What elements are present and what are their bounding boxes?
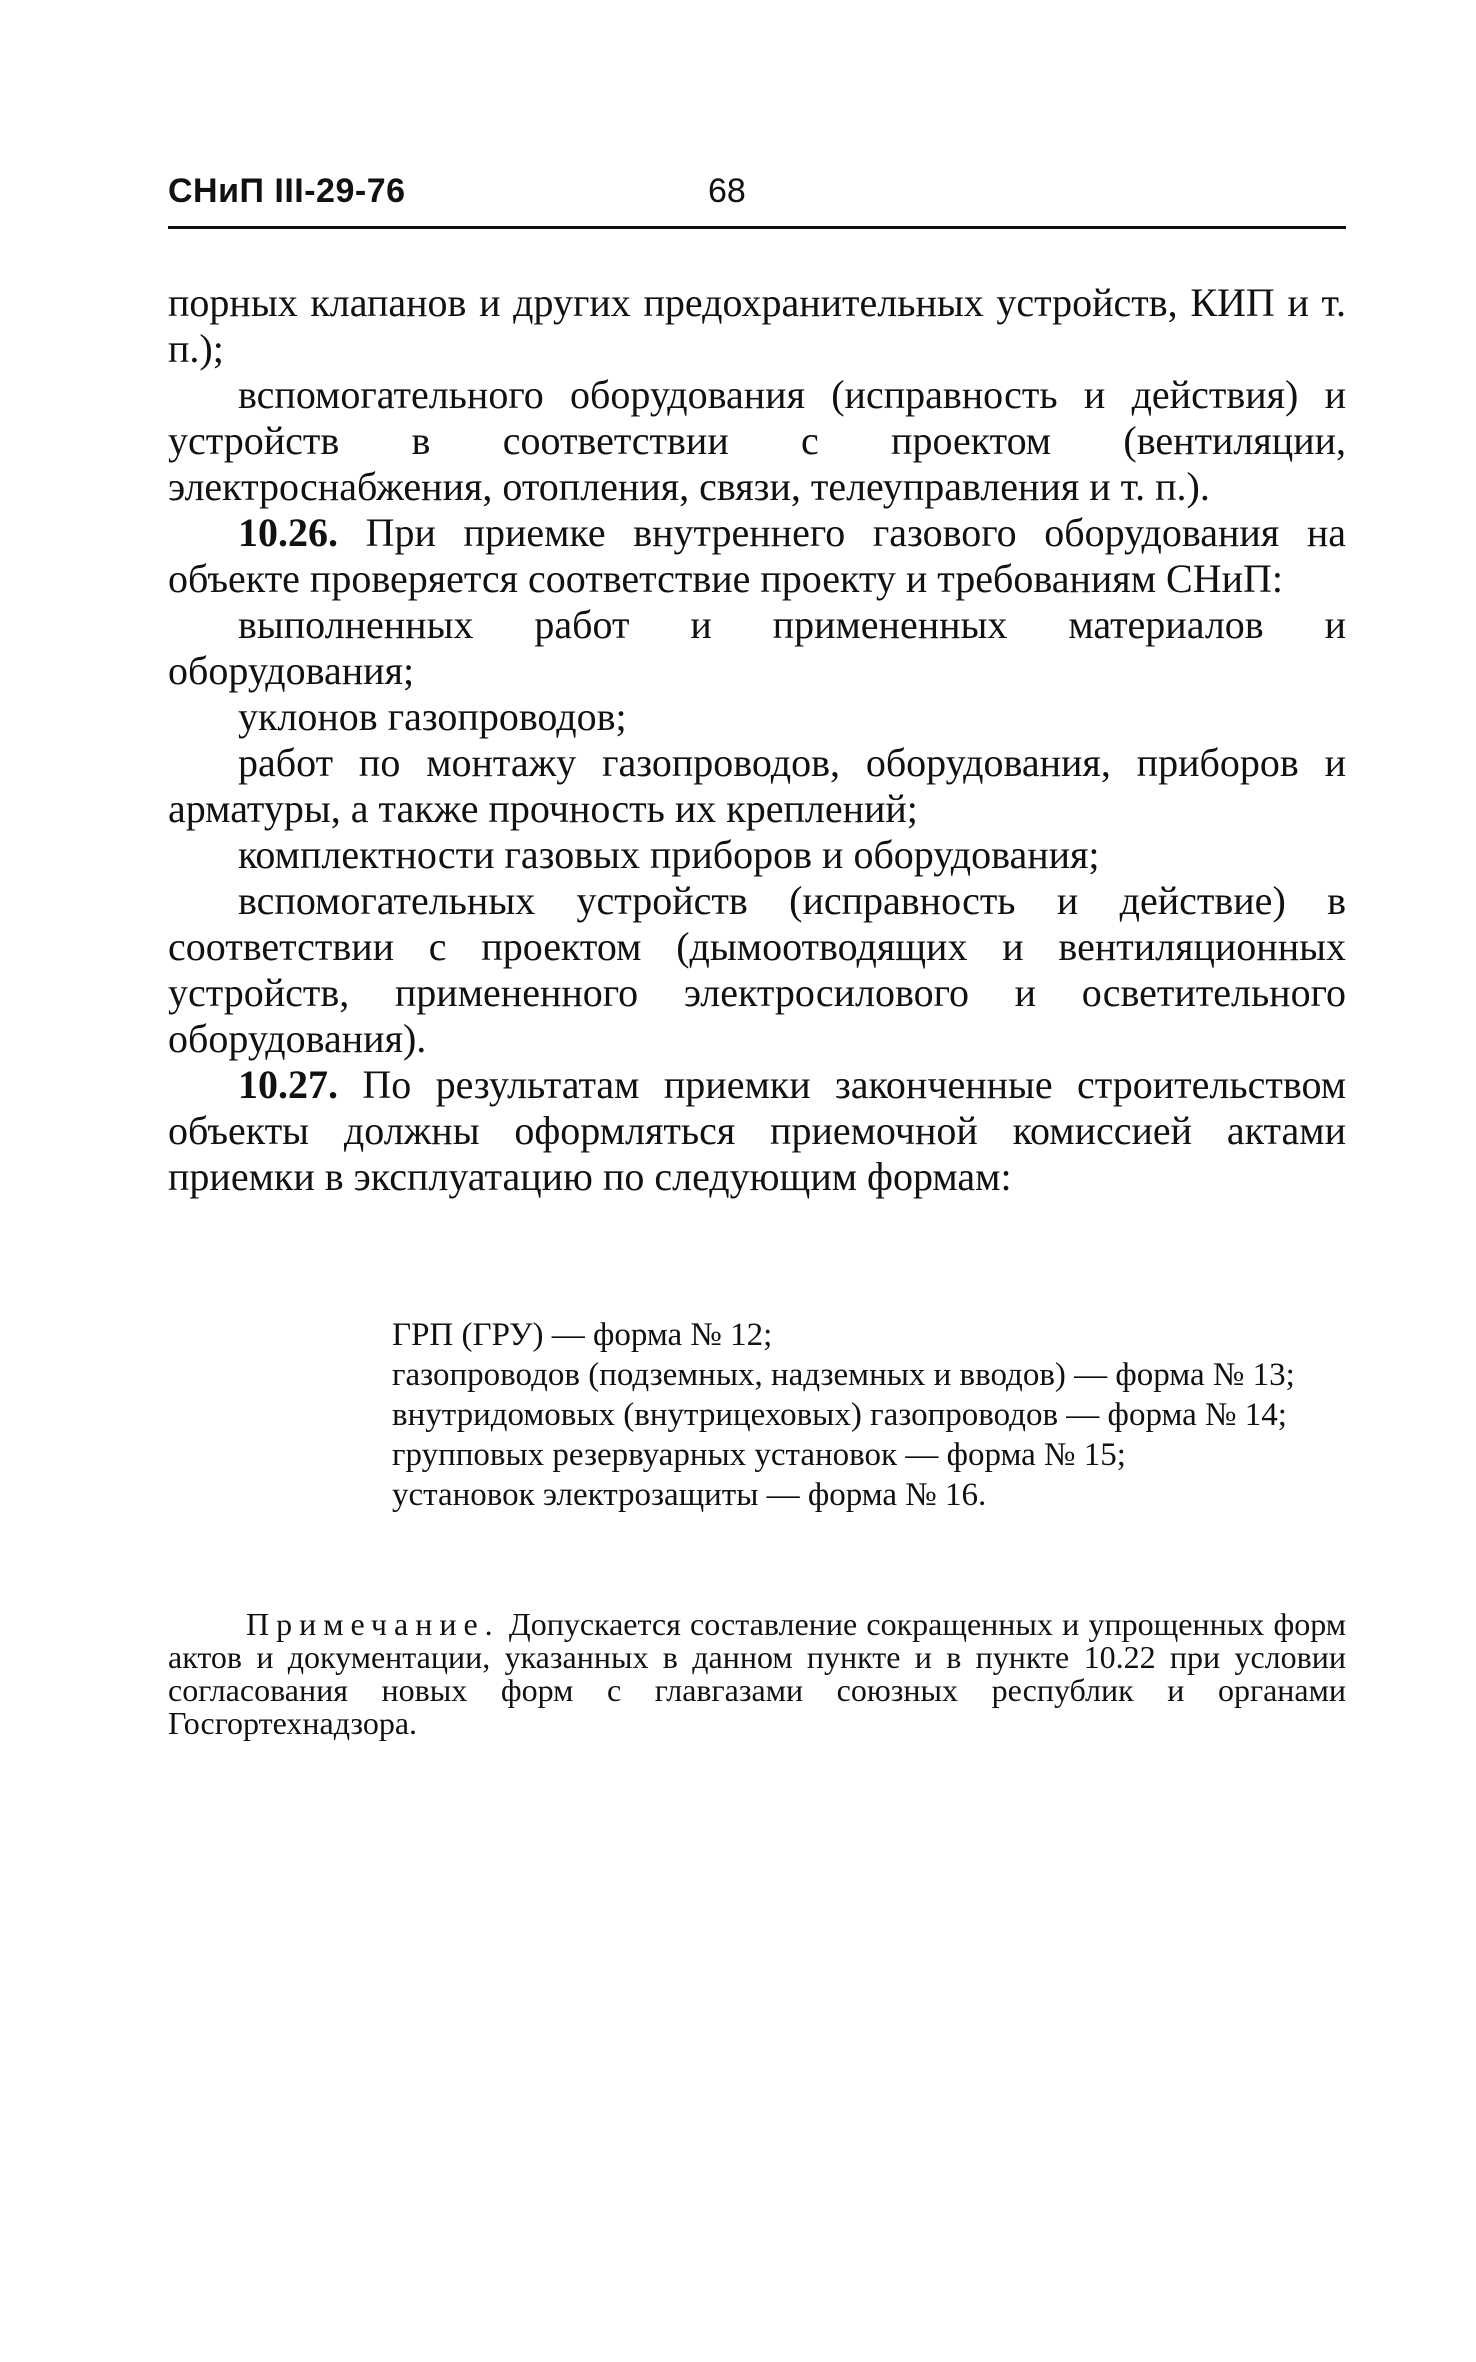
clause-text: По результатам приемки законченные строительством объекты должны оформляться приемочной комиссией актами приемки в эксплуатацию по следующим формам:	[168, 1062, 1346, 1199]
list-item-completeness: комплектности газовых приборов и оборудования;	[238, 832, 1100, 877]
list-item-installation: работ по монтажу газопроводов, оборудования, приборов и арматуры, а также прочность их креплений;	[168, 740, 1346, 831]
form-item: газопроводов (подземных, надземных и вводов) — форма № 13;	[392, 1357, 1295, 1393]
clause-10-26	[168, 510, 1346, 602]
note-label: Примечание.	[246, 1606, 500, 1642]
paragraph-valves: порных клапанов и других предохранительных устройств, КИП и т. п.);	[168, 280, 1346, 371]
list-item-slopes: уклонов газопроводов;	[238, 694, 627, 739]
note-block	[168, 1608, 1346, 1740]
list-item-auxiliary-devices: вспомогательных устройств (исправность и действие) в соответствии с проектом (дымоотводящих и вентиляционных устройств, примененного электросилового и осветительного оборудования).	[168, 878, 1346, 1061]
document-code: СНиП III-29-76	[168, 172, 406, 210]
page-number: 68	[708, 172, 746, 210]
clause-number: 10.27.	[238, 1062, 338, 1107]
page-header	[168, 172, 1346, 232]
header-divider	[168, 226, 1346, 229]
clause-text: При приемке внутреннего газового оборудования на объекте проверяется соответствие проекту и требованиям СНиП:	[168, 510, 1346, 601]
clause-10-27	[168, 1062, 1346, 1200]
forms-list	[392, 1318, 1346, 1518]
form-item: ГРП (ГРУ) — форма № 12;	[392, 1317, 773, 1353]
form-item: групповых резервуарных установок — форма № 15;	[392, 1437, 1126, 1473]
form-item: внутридомовых (внутрицеховых) газопроводов — форма № 14;	[392, 1397, 1287, 1433]
note-text: Допускается составление сокращенных и упрощенных форм актов и документации, указанных в данном пункте и в пункте 10.22 при условии согласования новых форм с главгазами союзных республик и органами Госгортехнадзора.	[168, 1606, 1346, 1741]
paragraph-auxiliary-equipment: вспомогательного оборудования (исправность и действия) и устройств в соответствии с проектом (вентиляции, электроснабжения, отопления, связи, телеуправления и т. п.).	[168, 372, 1346, 509]
clause-number: 10.26.	[238, 510, 338, 555]
list-item-works: выполненных работ и примененных материалов и оборудования;	[168, 602, 1346, 693]
main-text	[168, 280, 1346, 1200]
note-paragraph	[168, 1608, 1346, 1740]
form-item: установок электрозащиты — форма № 16.	[392, 1477, 987, 1513]
